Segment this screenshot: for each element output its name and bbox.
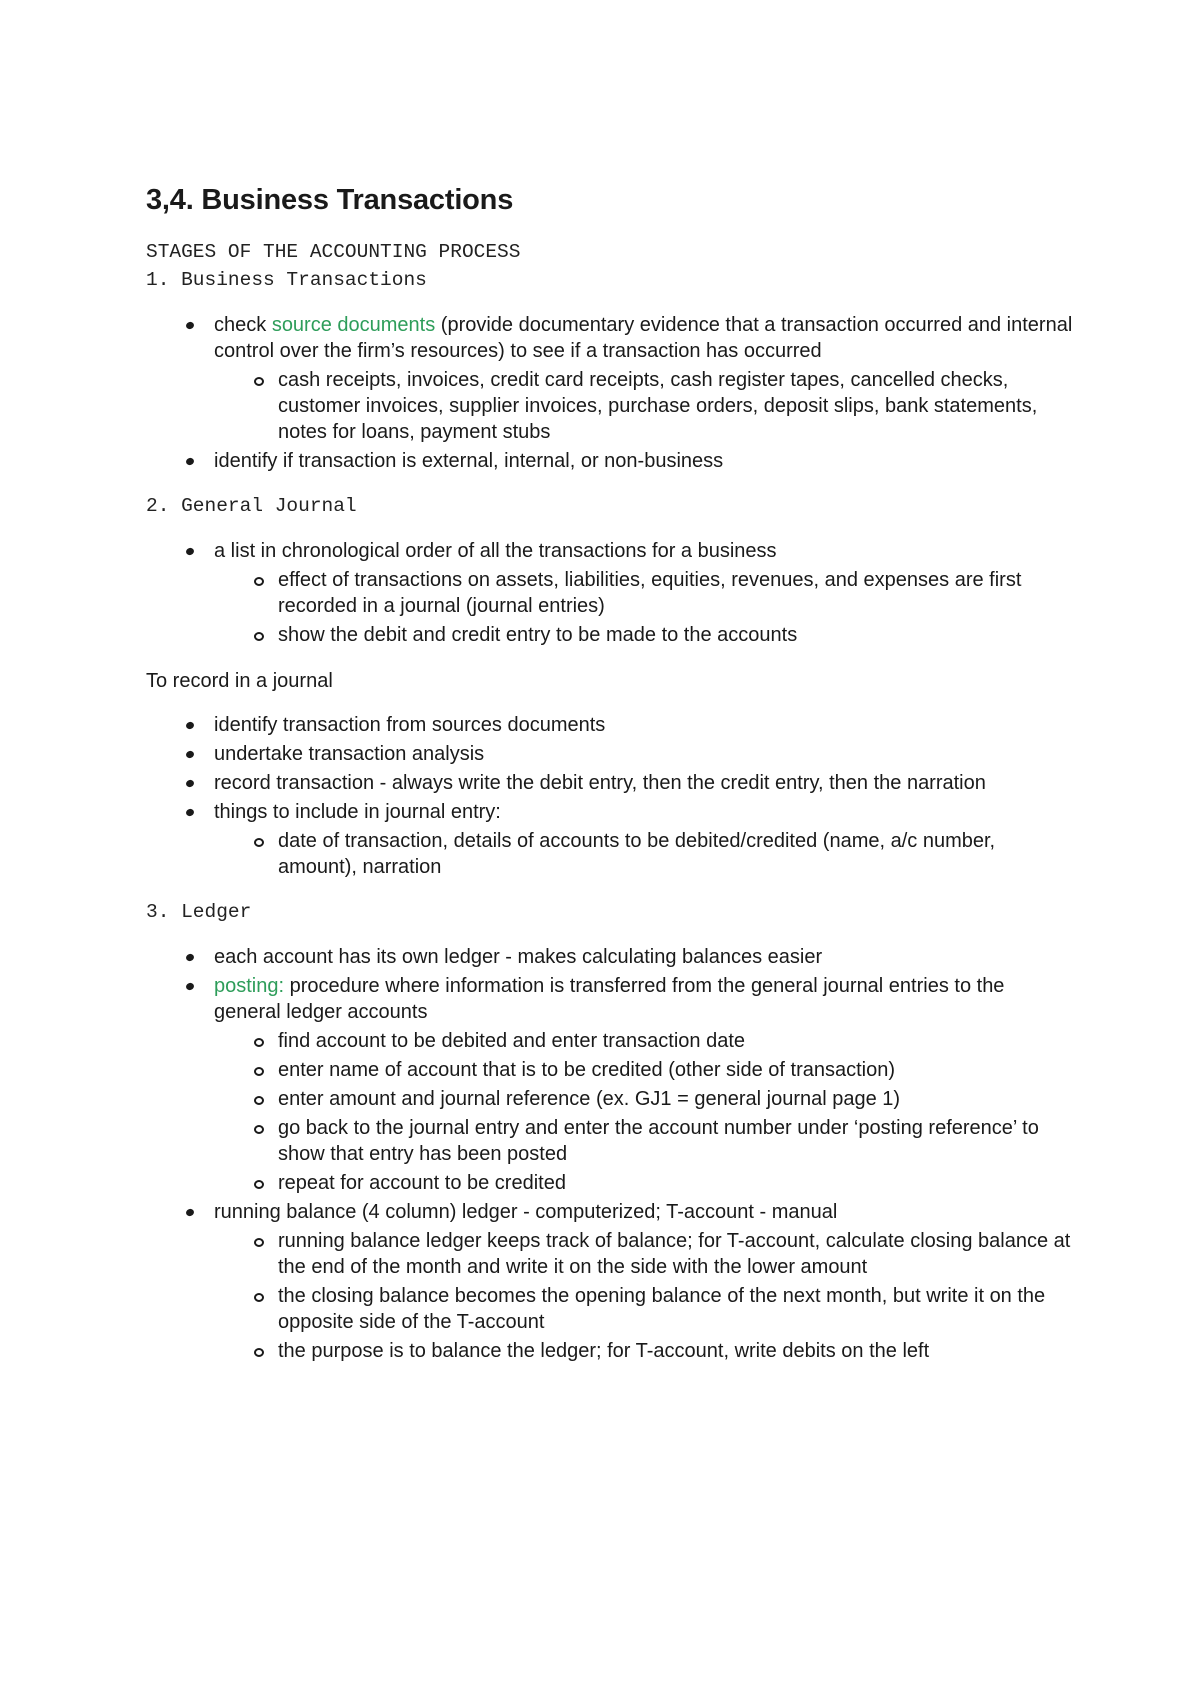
list-item-text: (provide documentary evidence that a transaction occurred and internal control over the firm’s resources) to see if a transaction has occurred [214,313,1073,362]
section-heading-business: 1. Business Transactions [146,268,427,291]
list-item-text: things to include in journal entry: [214,800,501,823]
list-item [146,312,1076,445]
ledger-list [146,944,1076,1364]
sub-list-item: enter name of account that is to be credited (other side of transaction) [214,1057,1076,1083]
list-item [146,538,1076,648]
stages-heading: STAGES OF THE ACCOUNTING PROCESS [146,240,521,263]
record-intro: To record in a journal [146,669,333,692]
list-item [146,799,1076,880]
sub-list-item: date of transaction, details of accounts to be debited/credited (name, a/c number, amount), narration [214,828,1076,880]
list-item: undertake transaction analysis [146,741,1076,767]
term-posting: posting: [214,974,285,997]
list-item [146,1199,1076,1364]
sub-list [214,1228,1076,1364]
list-item [146,973,1076,1196]
sub-list-item: go back to the journal entry and enter the account number under ‘posting reference’ to show that entry has been posted [214,1115,1076,1167]
sub-list-item: enter amount and journal reference (ex. GJ1 = general journal page 1) [214,1086,1076,1112]
record-list [146,712,1076,880]
sub-list-item: show the debit and credit entry to be made to the accounts [214,622,1076,648]
list-item-text: procedure where information is transferred from the general journal entries to the general ledger accounts [214,974,1005,1023]
list-item-text: check [214,313,272,336]
list-item-text: a list in chronological order of all the transactions for a business [214,539,777,562]
document-page [146,183,1076,1367]
sub-list-item: find account to be debited and enter transaction date [214,1028,1076,1054]
sub-list [214,1028,1076,1196]
sub-list [214,567,1076,648]
sub-list-item: repeat for account to be credited [214,1170,1076,1196]
section-heading-journal: 2. General Journal [146,494,357,517]
list-item: each account has its own ledger - makes calculating balances easier [146,944,1076,970]
list-item: identify transaction from sources documents [146,712,1076,738]
business-list [146,312,1076,474]
sub-list-item: effect of transactions on assets, liabilities, equities, revenues, and expenses are first recorded in a journal (journal entries) [214,567,1076,619]
sub-list [214,828,1076,880]
page-title: 3,4. Business Transactions [146,184,514,216]
journal-list [146,538,1076,648]
sub-list-item: the closing balance becomes the opening balance of the next month, but write it on the opposite side of the T-account [214,1283,1076,1335]
sub-list [214,367,1076,445]
list-item-text: running balance (4 column) ledger - computerized; T-account - manual [214,1200,838,1223]
list-item: record transaction - always write the debit entry, then the credit entry, then the narration [146,770,1076,796]
list-item: identify if transaction is external, internal, or non-business [146,448,1076,474]
term-source-documents: source documents [271,313,436,336]
sub-list-item: the purpose is to balance the ledger; for T-account, write debits on the left [214,1338,1076,1364]
sub-list-item: running balance ledger keeps track of balance; for T-account, calculate closing balance at the end of the month and write it on the side with the lower amount [214,1228,1076,1280]
sub-list-item: cash receipts, invoices, credit card receipts, cash register tapes, cancelled checks, customer invoices, supplier invoices, purchase orders, deposit slips, bank statements, notes for loans, payment stubs [214,367,1076,445]
section-heading-ledger: 3. Ledger [146,900,252,923]
